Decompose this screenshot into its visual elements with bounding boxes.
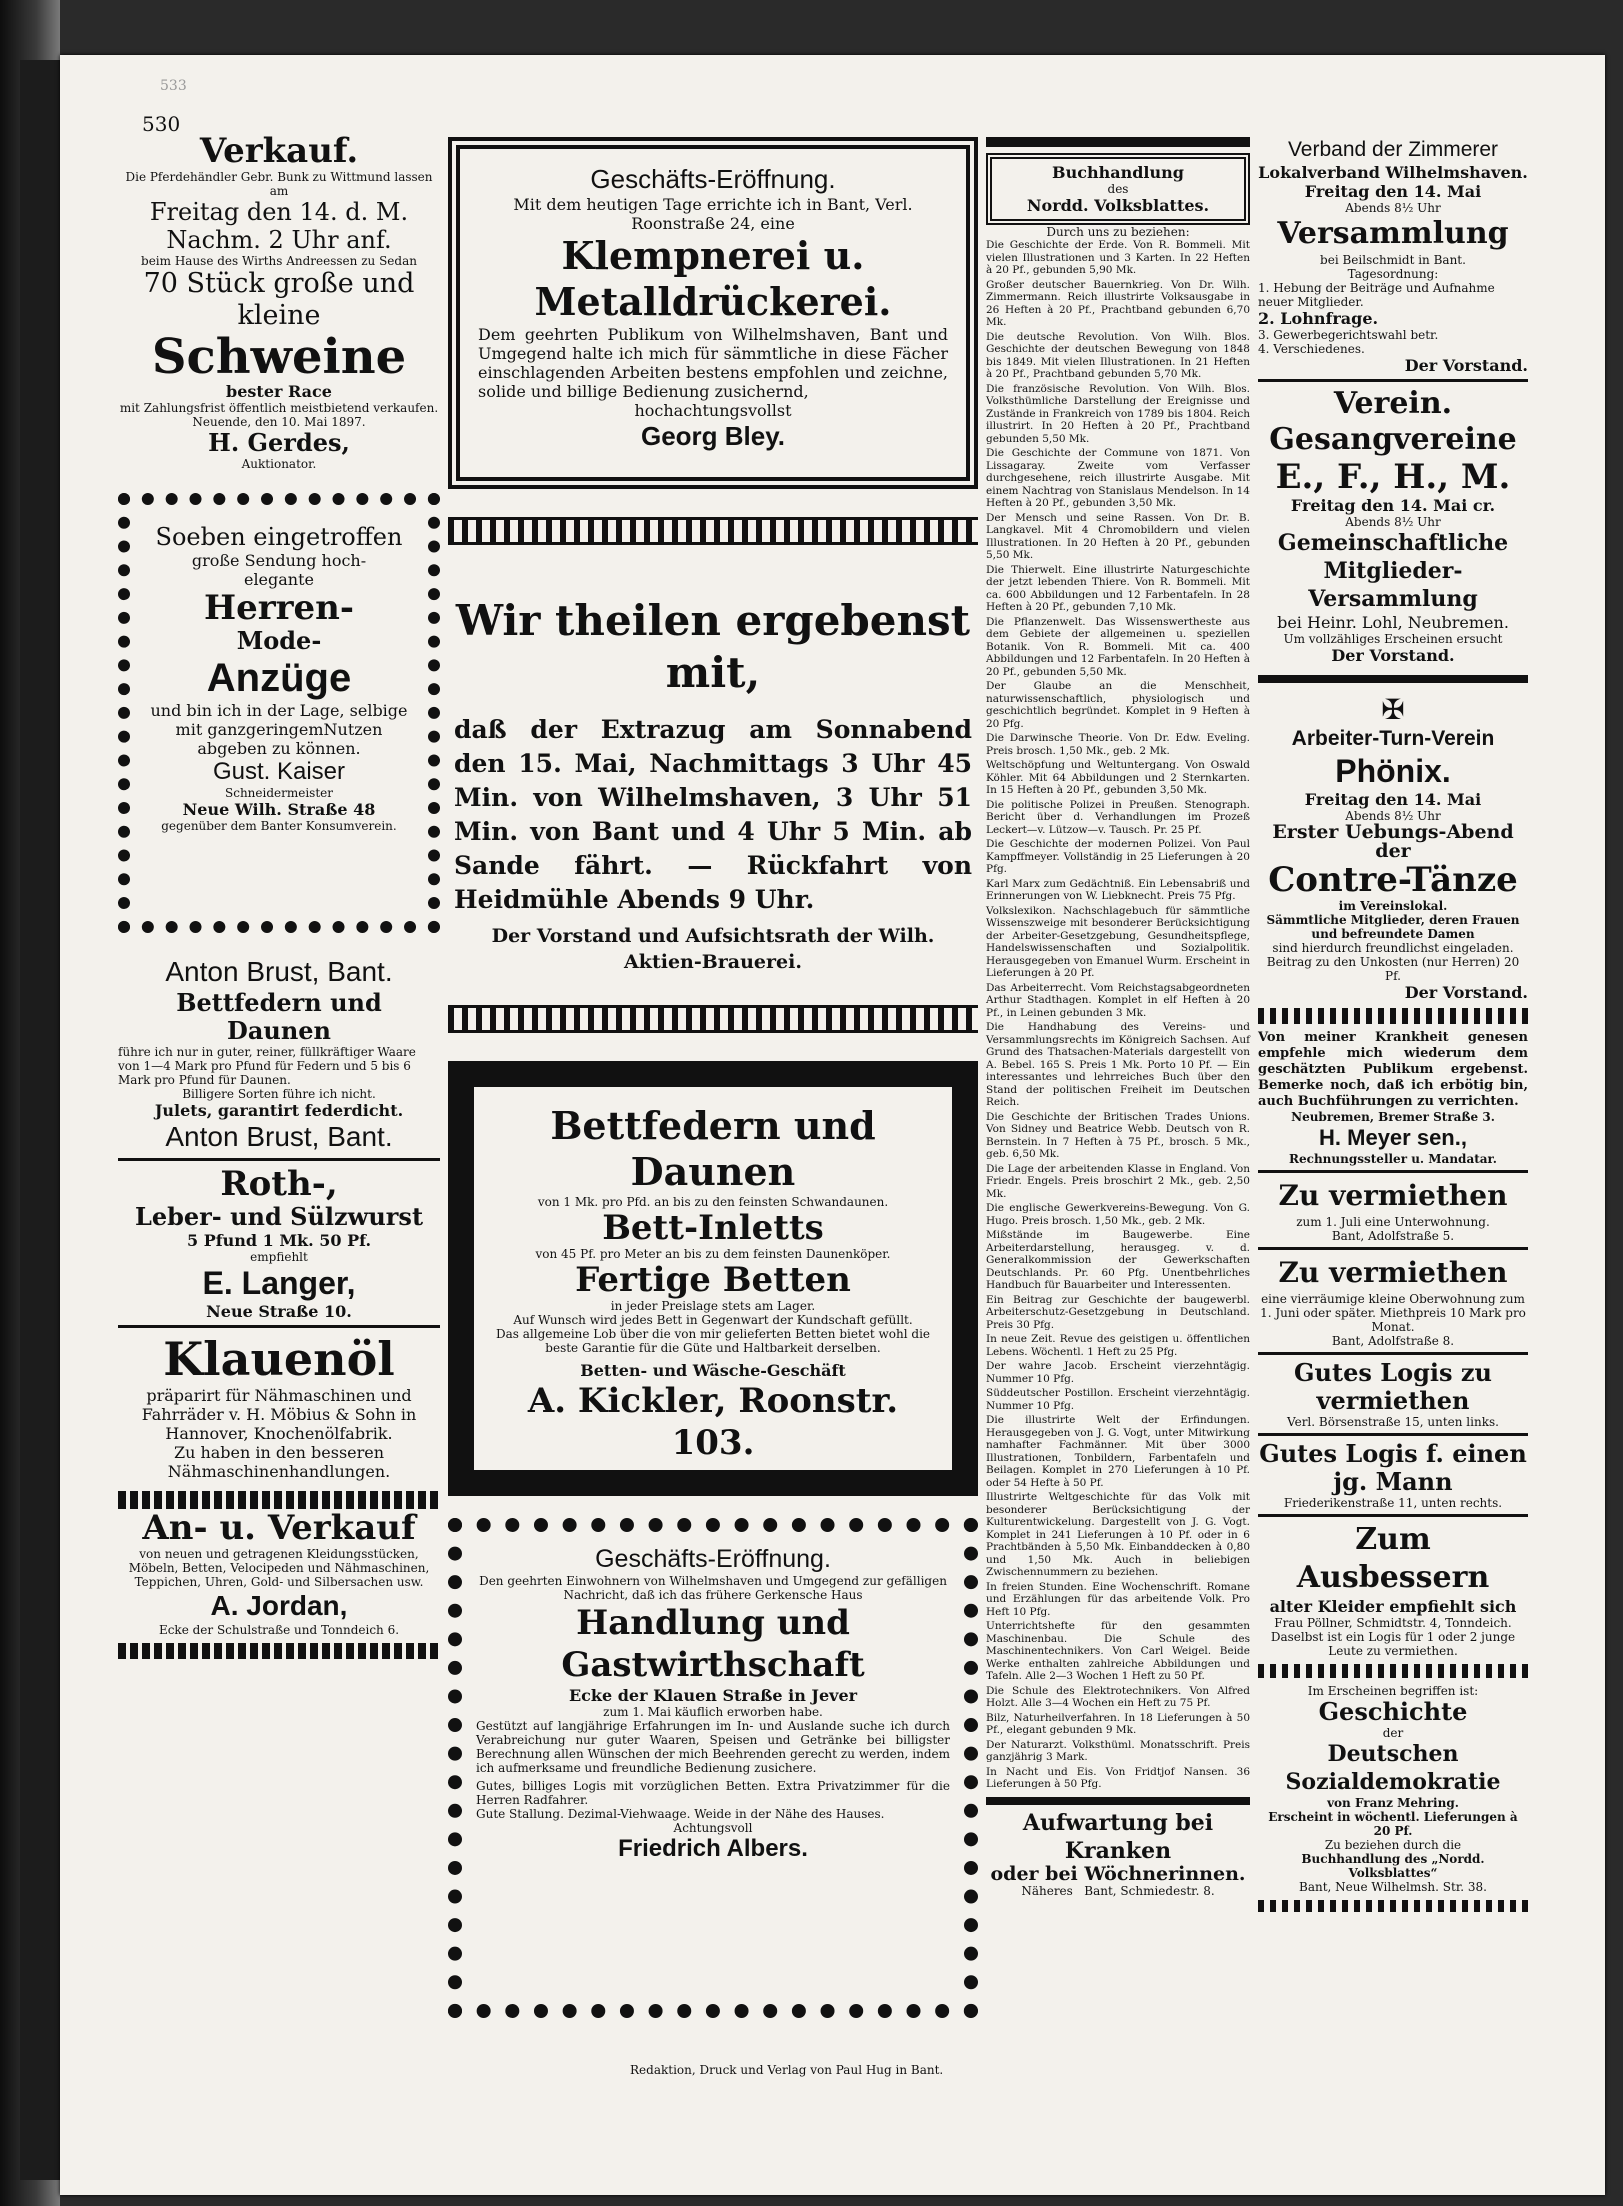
albers-l8: Gute Stallung. Dezimal-Viehwaage. Weide in der Nähe des Hauses. [476, 1807, 885, 1821]
zimmerer-place: bei Beilschmidt in Bant. [1320, 253, 1466, 267]
klauen-text: präparirt für Nähmaschinen und Fahrräder v. H. Möbius & Sohn in Hannover, Knochenölfabrik. [141, 1386, 417, 1443]
meyer-address: Neubremen, Bremer Straße 3. [1291, 1110, 1495, 1124]
gesang-time: Abends 8½ Uhr [1345, 515, 1441, 529]
kaiser-mode: Mode- [236, 626, 322, 655]
book-list-item: Die Darwinsche Theorie. Von Dr. Edw. Eveling. Preis brosch. 1,50 Mk., geb. 2 Mk. [986, 732, 1250, 757]
bookshop-header [986, 153, 1250, 225]
brust-footer: Anton Brust, Bant. [165, 1121, 393, 1152]
mehring-title1: Geschichte [1318, 1697, 1468, 1726]
zimmerer-sub: Lokalverband Wilhelmshaven. [1258, 163, 1528, 182]
ad-verkauf [118, 132, 440, 471]
ausbessern-title: Zum Ausbessern [1296, 1522, 1490, 1595]
bookshop-title: Buchhandlung [1052, 163, 1184, 182]
meyer-text: Von meiner Krankheit genesen empfehle mich wiederum dem geschätzten Publikum ergebenst. Bemerke noch, daß ich erbötig bin, auch Buchführungen zu verrichten. [1258, 1030, 1528, 1109]
ad-vermiethen-2 [1258, 1254, 1528, 1348]
verkauf-title: Verkauf. [199, 131, 359, 171]
book-list-item: Die Geschichte der Erde. Von R. Bommeli. Mit vielen Illustrationen und 3 Karten. In 22 Heften à 20 Pf., gebunden 5,90 Mk. [986, 239, 1250, 276]
verkauf-role: Auktionator. [241, 457, 317, 471]
column-2 [448, 137, 978, 2018]
book-list-item: Karl Marx zum Gedächtniß. Ein Lebensabriß und Erinnerungen von W. Liebknecht. Preis 75 Pfg. [986, 877, 1250, 902]
zimmerer-agenda-4: 4. Verschiedenes. [1258, 342, 1365, 356]
ad-gesangvereine [1258, 386, 1528, 665]
ad-jordan [118, 1509, 440, 1637]
kaiser-text: und bin ich in der Lage, selbige mit ganzgeringemNutzen abgeben zu können. [150, 701, 408, 758]
book-list-item: Die englische Gewerkvereins-Bewegung. Von G. Hugo. Preis brosch. 1,50 Mk., geb. 2 Mk. [986, 1202, 1250, 1227]
albers-l2: Den geehrten Einwohnern von Wilhelmshaven und Umgegend zur gefälligen Nachricht, daß ich das frühere Gerkensche Haus [479, 1574, 947, 1602]
book-list-item: Die Geschichte der modernen Polizei. Von Paul Kampffmeyer. Vollständig in 25 Lieferungen à 20 Pfg. [986, 838, 1250, 875]
decorative-border [1258, 1664, 1528, 1678]
book-list-item: Der Glaube an die Menschheit, naturwissenschaftlich, physiologisch und geschichtlich begründet. Komplet in 9 Heften à 20 Pfg. [986, 680, 1250, 730]
zimmerer-agenda-2: 2. Lohnfrage. [1258, 309, 1379, 328]
book-list-item: Die illustrirte Welt der Erfindungen. Herausgegeben von J. G. Vogt, unter Mitwirkung namhafter Fachmänner. Mit über 3000 Illustrationen, Tonbildern, Farbentafeln und Beilagen. Komplet in 270 Lieferungen à 10 Pf. oder 54 Hefte à 50 Pf. [986, 1414, 1250, 1489]
verkauf-date: Freitag den 14. d. M. [149, 198, 409, 226]
aufwartung-l2: oder bei Wöchnerinnen. [990, 1862, 1246, 1885]
logis2-address: Friederikenstraße 11, unten rechts. [1283, 1496, 1503, 1510]
ad-meyer [1258, 1030, 1528, 1166]
kickler-betten: Fertige Betten [575, 1260, 851, 1300]
book-list-item: Die Geschichte der Britischen Trades Unions. Von Sidney und Beatrice Webb. Deutsch von R. Bernstein. In 7 Heften à 75 Pf., brosch. 5 Mk., geb. 6,50 Mk. [986, 1110, 1250, 1160]
book-list-item: Illustrirte Weltgeschichte für das Volk mit besonderer Berücksichtigung der Kulturentwickelung. Dargestellt von J. G. Vogt. Komplet in 241 Lieferungen à 10 Pf. oder in 6 Prachtbänden à 5,50 Mk. Einbanddecken à 0,80 und 1,50 Mk. Auch in beliebigen Zwischennummern zu beziehen. [986, 1491, 1250, 1578]
book-list-item: Die Handhabung des Vereins- und Versammlungsrechts im Königreich Sachsen. Auf Grund des Thatsachen-Materials dargestellt von A. Bebel. 165 S. Preis 1 Mk. Porto 10 Pf. — Ein interessantes und lehrreiches Buch über den Stand der politischen Freiheit im Deutschen Reich. [986, 1021, 1250, 1108]
book-list-item: Die Schule des Elektrotechnikers. Von Alfred Holzt. Alle 3—4 Wochen ein Heft zu 75 Pf. [986, 1684, 1250, 1709]
column-3 [986, 137, 1250, 1898]
page-stamp: 533 [160, 78, 187, 94]
meyer-name: H. Meyer sen., [1319, 1125, 1467, 1150]
zimmerer-time: Abends 8½ Uhr [1345, 201, 1441, 215]
bookshop-paper: Nordd. Volksblattes. [1026, 196, 1210, 215]
ad-logis-1 [1258, 1359, 1528, 1429]
mehring-l8: Buchhandlung des „Nordd. Volksblattes“ [1301, 1852, 1485, 1880]
langer-address: Neue Straße 10. [206, 1302, 352, 1321]
book-list-item: Die französische Revolution. Von Wilh. Blos. Volksthümliche Darstellung der Ereignisse und Zustände in Frankreich von 1789 bis 1804. Reich illustrirt. In 20 Heften à 20 Pf., Prachtband gebunden 5,50 Mk. [986, 382, 1250, 445]
mehring-l7: Zu beziehen durch die [1324, 1838, 1462, 1852]
ad-brust [118, 955, 440, 1154]
brust-note: Billigere Sorten führe ich nicht. [182, 1087, 376, 1101]
zimmerer-versammlung: Versammlung [1277, 216, 1509, 251]
book-list-item: Das Arbeiterrecht. Vom Reichstagsabgeordneten Arthur Stadthagen. Komplet in elf Heften à 20 Pf., in Leinen gebunden 3 Mk. [986, 981, 1250, 1019]
bley-business: Klempnerei u. Metalldrückerei. [534, 233, 892, 324]
ad-aufwartung [986, 1809, 1250, 1898]
brauerei-title: Wir theilen ergebenst mit, [455, 596, 971, 697]
kickler-l8: Das allgemeine Lob über die von mir gelieferten Betten bietet wohl die beste Garantie für die Güte und Haltbarkeit derselben. [495, 1327, 931, 1355]
divider [1258, 1352, 1528, 1355]
verkauf-time: Nachm. 2 Uhr anf. [166, 226, 392, 254]
mehring-author: von Franz Mehring. [1327, 1796, 1459, 1810]
phoenix-emblem-icon: ✠ [1381, 693, 1405, 726]
verkauf-count: 70 Stück große und kleine [143, 268, 415, 331]
verkauf-signer: H. Gerdes, [208, 428, 350, 457]
gesang-l6: Versammlung [1308, 586, 1478, 612]
book-list-item: Volkslexikon. Nachschlagebuch für sämmtliche Wissenszweige mit besonderer Berücksichtigung der Arbeiter-Gesetzgebung, Gesundheitspflege, Handelswissenschaften und Sozialpolitik. Herausgegeben von Emanuel Wurm. Erscheint in Lieferungen à 20 Pf. [986, 904, 1250, 979]
albers-place: Ecke der Klauen Straße in Jever [568, 1686, 858, 1705]
albers-l7: Gutes, billiges Logis mit vorzüglichen Betten. Extra Privatzimmer für die Herren Radfahrer. [476, 1779, 950, 1807]
brust-header: Anton Brust, Bant. [165, 956, 393, 987]
ausbessern-l4: Daselbst ist ein Logis für 1 oder 2 junge Leute zu vermiethen. [1270, 1630, 1516, 1658]
bookshop-des: des [1107, 182, 1129, 196]
zimmerer-signer: Der Vorstand. [1404, 356, 1528, 375]
kickler-signer: A. Kickler, Roonstr. 103. [527, 1381, 899, 1463]
imprint-footer: Redaktion, Druck und Verlag von Paul Hug in Bant. [630, 2063, 944, 2077]
gesang-l5: Gemeinschaftliche Mitglieder- [1277, 530, 1509, 584]
verkauf-schweine: Schweine [151, 329, 407, 385]
bley-signer: Georg Bley. [640, 421, 785, 451]
gesang-names: E., F., H., M. [1275, 457, 1511, 497]
book-list-item: Der wahre Jacob. Erscheint vierzehntägig. Nummer 10 Pfg. [986, 1360, 1250, 1385]
decorative-border [1258, 1008, 1528, 1024]
book-list-item: Die Lage der arbeitenden Klasse in England. Von Friedr. Engels. Preis broschirt 2 Mk., geb. 2,50 Mk. [986, 1162, 1250, 1200]
bley-closing: hochachtungsvollst [634, 401, 792, 420]
divider [1258, 379, 1528, 382]
gesang-date: Freitag den 14. Mai cr. [1290, 496, 1496, 515]
page-number: 530 [142, 112, 181, 136]
bley-text: Dem geehrten Publikum von Wilhelmshaven, Bant und Umgegend halte ich mich für sämmtliche in diese Fächer einschlagenden Arbeiten bestens empfohlen und zeichne, solide und billige Bedienung zusichernd, [478, 325, 948, 401]
klauen-title: Klauenöl [163, 1332, 395, 1386]
ad-kickler [448, 1061, 978, 1496]
aufwartung-l1: Aufwartung bei Kranken [1022, 1809, 1214, 1864]
divider [1258, 1514, 1528, 1517]
kickler-l4: von 45 Pf. pro Meter an bis zu dem feinsten Daunenköper. [535, 1247, 891, 1261]
kaiser-trade: Schneidermeister [225, 786, 333, 800]
mehring-der: der [1382, 1726, 1404, 1740]
jordan-title: An- u. Verkauf [142, 1508, 416, 1548]
kaiser-herren: Herren- [203, 588, 355, 628]
kickler-inletts: Bett-Inletts [602, 1208, 824, 1248]
brust-text: führe ich nur in guter, reiner, füllkräftiger Waare von 1—4 Mark pro Pfund für Federn und 5 bis 6 Mark pro Pfund für Daunen. [118, 1045, 416, 1087]
brauerei-text: daß der Extrazug am Sonnabend den 15. Mai, Nachmittags 3 Uhr 45 Min. von Wilhelmshaven, 3 Uhr 51 Min. von Bant und 4 Uhr 5 Min. ab Sande fährt. — Rückfahrt von Heidmühle Abends 9 Uhr. [454, 715, 972, 914]
klauen-where: Zu haben in den besseren Nähmaschinenhandlungen. [167, 1443, 391, 1481]
albers-signer: Friedrich Albers. [618, 1835, 808, 1862]
phoenix-l9: sind hierdurch freundlichst eingeladen. [1272, 941, 1514, 955]
kickler-l2: von 1 Mk. pro Pfd. an bis zu den feinsten Schwandaunen. [537, 1195, 889, 1209]
verkauf-text: Die Pferdehändler Gebr. Bunk zu Wittmund lassen am [125, 170, 433, 198]
verm2-address: Bant, Adolfstraße 8. [1331, 1334, 1455, 1348]
verm1-text: zum 1. Juli eine Unterwohnung. [1296, 1215, 1490, 1229]
ad-bley [448, 137, 978, 489]
logis1-title: Gutes Logis zu vermiethen [1294, 1358, 1492, 1415]
phoenix-club: Arbeiter-Turn-Verein [1291, 727, 1495, 750]
mehring-title2: Deutschen Sozialdemokratie [1285, 1741, 1501, 1795]
phoenix-l5: Erster Uebungs-Abend der [1272, 821, 1514, 862]
kaiser-name: Gust. Kaiser [212, 758, 346, 785]
mehring-l1: Im Erscheinen begriffen ist: [1307, 1684, 1479, 1698]
zimmerer-agenda-3: 3. Gewerbegerichtswahl betr. [1258, 328, 1439, 342]
verkauf-dateline: Neuende, den 10. Mai 1897. [192, 415, 366, 429]
phoenix-l8: Sämmtliche Mitglieder, deren Frauen und befreundete Damen [1266, 913, 1520, 941]
bley-title: Geschäfts-Eröffnung. [590, 164, 836, 194]
verm2-text: eine vierräumige kleine Oberwohnung zum 1. Juni oder später. Miethpreis 10 Mark pro Monat. [1260, 1292, 1526, 1334]
jordan-text: von neuen und getragenen Kleidungsstücken, Möbeln, Betten, Velocipeden und Nähmaschinen, Teppichen, Uhren, Gold- und Silbersachen usw. [128, 1547, 430, 1589]
book-list-item: Der Naturarzt. Volksthüml. Monatsschrift. Preis ganzjährig 3 Mark. [986, 1738, 1250, 1763]
albers-l6: Gestützt auf langjährige Erfahrungen im In- und Auslande suche ich durch Verabreichung nur guter Waaren, Speisen und Getränke bei billigster Berechnung allen Wünschen der mich Beehrenden gerecht zu werden, indem ich aufmerksame und freundliche Bedienung zusichere. [476, 1719, 950, 1775]
book-list-item: Weltschöpfung und Weltuntergang. Von Oswald Köhler. Mit 64 Abbildungen und 2 Sternkarten. In 15 Heften à 20 Pf., gebunden 3,50 Mk. [986, 759, 1250, 796]
mehring-l9: Bant, Neue Wilhelmsh. Str. 38. [1299, 1880, 1487, 1894]
ad-langer [118, 1165, 440, 1321]
albers-l9: Achtungsvoll [673, 1821, 753, 1835]
ad-albers [448, 1518, 978, 2018]
column-4 [1258, 137, 1528, 1912]
zimmerer-date: Freitag den 14. Mai [1304, 182, 1482, 201]
book-list-item: Bilz, Naturheilverfahren. In 18 Lieferungen à 50 Pf., elegant gebunden 9 Mk. [986, 1711, 1250, 1736]
ad-kaiser [118, 493, 440, 933]
mehring-l6: Erscheint in wöchentl. Lieferungen à 20 Pf. [1268, 1810, 1518, 1838]
divider [986, 1797, 1250, 1805]
kaiser-l1: Soeben eingetroffen [155, 523, 403, 551]
zimmerer-agenda-title: Tagesordnung: [1347, 267, 1439, 281]
kaiser-l2: große Sendung hoch- [191, 551, 367, 570]
decorative-border [448, 517, 978, 545]
divider [986, 137, 1250, 147]
jordan-address: Ecke der Schulstraße und Tonndeich 6. [158, 1623, 400, 1637]
langer-price: 5 Pfund 1 Mk. 50 Pf. [186, 1231, 372, 1250]
verm2-title: Zu vermiethen [1278, 1256, 1508, 1289]
book-list-item: In freien Stunden. Eine Wochenschrift. Romane und Erzählungen für das arbeitende Volk. Pro Heft 10 Pfg. [986, 1580, 1250, 1618]
book-list-item: Die Geschichte der Commune von 1871. Von Lissagaray. Zweite vom Verfasser durchgesehene, reich illustrirte Ausgabe. Mit einem Nachtrag von Stanislaus Mendelson. In 14 Heften à 20 Pf., gebunden 3,50 Mk. [986, 447, 1250, 509]
ad-mehring [1258, 1684, 1528, 1894]
gesang-title: Verein. Gesangvereine [1269, 386, 1517, 457]
ad-klauenoel [118, 1332, 440, 1481]
aufwartung-address: Bant, Schmiedestr. 8. [1084, 1883, 1215, 1898]
aufwartung-naeheres: Näheres [1021, 1883, 1073, 1898]
brust-title1: Bettfedern und [176, 988, 382, 1017]
divider [118, 1158, 440, 1161]
book-list-item: In neue Zeit. Revue des geistigen u. öffentlichen Lebens. Wöchentl. 1 Heft zu 25 Pfg. [986, 1333, 1250, 1358]
bley-intro: Mit dem heutigen Tage errichte ich in Bant, Verl. Roonstraße 24, eine [513, 195, 913, 233]
phoenix-place: im Vereinslokal. [1338, 899, 1448, 913]
phoenix-dance: Contre-Tänze [1268, 860, 1518, 900]
phoenix-l10: Beitrag zu den Unkosten (nur Herren) 20 Pf. [1266, 955, 1520, 983]
phoenix-date: Freitag den 14. Mai [1304, 790, 1482, 809]
logis1-address: Verl. Börsenstraße 15, unten links. [1287, 1415, 1499, 1429]
kaiser-anzuege: Anzüge [206, 656, 352, 700]
gesang-l8: Um vollzähliges Erscheinen ersucht [1283, 632, 1503, 646]
ad-brauerei [448, 545, 978, 1005]
kickler-l6: in jeder Preislage stets am Lager. [610, 1299, 816, 1313]
kaiser-note: gegenüber dem Banter Konsumverein. [161, 819, 397, 833]
column-1 [118, 132, 440, 1659]
divider [1258, 1247, 1528, 1250]
book-list-item: Der Mensch und seine Rassen. Von Dr. B. Langkavel. Mit 4 Chromobildern und vielen Illustrationen. In 20 Heften à 20 Pf., gebunden 5,50 Mk. [986, 511, 1250, 561]
book-list-item: Die deutsche Revolution. Von Wilh. Blos. Geschichte der deutschen Bewegung von 1848 bis 1849. Mit vielen Illustrationen. In 21 Heften à 20 Pf., Prachtband gebunden 5,70 Mk. [986, 330, 1250, 380]
decorative-border [448, 1005, 978, 1033]
ausbessern-l2: alter Kleider empfiehlt sich [1269, 1597, 1517, 1616]
jordan-name: A. Jordan, [210, 1590, 348, 1621]
book-list-item: Ein Beitrag zur Geschichte der baugewerbl. Arbeiterschutz-Gesetzgebung in Deutschland. Preis 30 Pfg. [986, 1293, 1250, 1331]
verkauf-place: beim Hause des Wirths Andreessen zu Sedan [141, 254, 417, 268]
divider [1258, 675, 1528, 683]
phoenix-name: Phönix. [1335, 753, 1451, 789]
gesang-signer: Der Vorstand. [1331, 646, 1455, 665]
book-list-item: Mißstände im Baugewerbe. Eine Arbeiterdarstellung, herausgeg. v. d. Generalkommission der Gewerkschaften Deutschlands. Pr. 60 Pfg. Unentbehrliches Handbuch für Bauarbeiter und Interessenten. [986, 1229, 1250, 1291]
langer-l2: Leber- und Sülzwurst [134, 1202, 424, 1231]
albers-title: Geschäfts-Eröffnung. [595, 1545, 831, 1573]
verkauf-terms: mit Zahlungsfrist öffentlich meistbietend verkaufen. [119, 401, 439, 415]
kaiser-address: Neue Wilh. Straße 48 [182, 800, 376, 819]
phoenix-time: Abends 8½ Uhr [1345, 809, 1441, 823]
albers-l5: zum 1. Mai käuflich erworben habe. [603, 1705, 823, 1719]
book-list-item: In Nacht und Eis. Von Fridtjof Nansen. 36 Lieferungen à 50 Pfg. [986, 1765, 1250, 1790]
book-list-item: Die politische Polizei in Preußen. Stenograph. Bericht über d. Verhandlungen im Prozeß Leckert—v. Lützow—v. Tausch. Pr. 25 Pf. [986, 798, 1250, 836]
ad-ausbessern [1258, 1521, 1528, 1658]
zimmerer-agenda-1: 1. Hebung der Beiträge und Aufnahme neuer Mitglieder. [1258, 281, 1495, 309]
book-list-item: Süddeutscher Postillon. Erscheint vierzehntägig. Nummer 10 Pfg. [986, 1387, 1250, 1412]
langer-l1: Roth-, [220, 1164, 338, 1204]
divider [1258, 1170, 1528, 1173]
decorative-border [1258, 1900, 1528, 1912]
kickler-l9: Betten- und Wäsche-Geschäft [580, 1361, 846, 1380]
bookshop-intro: Durch uns zu beziehen: [1046, 225, 1190, 239]
brauerei-signer: Der Vorstand und Aufsichtsrath der Wilh. Aktien-Brauerei. [491, 925, 935, 973]
brust-title2: Daunen [227, 1016, 331, 1045]
book-list [986, 239, 1250, 1791]
ad-vermiethen-1 [1258, 1177, 1528, 1243]
kickler-title: Bettfedern und Daunen [550, 1103, 876, 1194]
book-binding [20, 60, 62, 2180]
langer-name: E. Langer, [202, 1265, 356, 1301]
verm1-title: Zu vermiethen [1278, 1179, 1508, 1212]
meyer-role: Rechnungssteller u. Mandatar. [1289, 1152, 1497, 1166]
kickler-l7: Auf Wunsch wird jedes Bett in Gegenwart der Kundschaft gefüllt. [513, 1313, 913, 1327]
book-list-item: Die Pflanzenwelt. Das Wissenswertheste aus dem Gebiete der allgemeinen u. speziellen Botanik. Von R. Bommeli. Mit ca. 400 Abbildungen und 12 Farbentafeln. In 20 Heften à 20 Pf., gebunden 5,50 Mk. [986, 615, 1250, 678]
book-list-item: Unterrichtshefte für den gesammten Maschinenbau. Die Schule des Maschinentechnikers. Von Carl Weigel. Beide Werke enthalten zahlreiche Abbildungen und Tafeln. Alle 2—3 Wochen 1 Heft zu 50 Pf. [986, 1620, 1250, 1682]
verkauf-race: bester Race [226, 382, 332, 401]
book-list-item: Großer deutscher Bauernkrieg. Von Dr. Wilh. Zimmermann. Reich illustrirte Volksausgabe in 26 Heften à 20 Pf., Prachtband gebunden 6,70 Mk. [986, 278, 1250, 328]
ad-zimmerer [1258, 137, 1528, 375]
ausbessern-l3: Frau Pöllner, Schmidtstr. 4, Tonndeich. [1274, 1616, 1512, 1630]
zimmerer-title: Verband der Zimmerer [1287, 138, 1499, 161]
albers-business: Handlung und Gastwirthschaft [561, 1603, 865, 1685]
decorative-border [118, 1643, 440, 1659]
langer-empf: empfiehlt [250, 1250, 308, 1264]
book-list-item: Die Thierwelt. Eine illustrirte Naturgeschichte der jetzt lebenden Thiere. Von R. Bommeli. Mit ca. 600 Abbildungen und 12 Farbentafeln. In 28 Heften à 20 Pf., gebunden 7,10 Mk. [986, 563, 1250, 613]
logis2-title: Gutes Logis f. einen jg. Mann [1259, 1439, 1527, 1496]
decorative-border [118, 1491, 440, 1509]
ad-phoenix [1258, 693, 1528, 1002]
divider [118, 1325, 440, 1328]
ad-logis-2 [1258, 1440, 1528, 1510]
brust-julets: Julets, garantirt federdicht. [154, 1101, 404, 1120]
divider [1258, 1433, 1528, 1436]
phoenix-signer: Der Vorstand. [1404, 983, 1528, 1002]
gesang-place: bei Heinr. Lohl, Neubremen. [1277, 613, 1509, 632]
verm1-address: Bant, Adolfstraße 5. [1331, 1229, 1455, 1243]
kaiser-l3: elegante [243, 570, 315, 589]
